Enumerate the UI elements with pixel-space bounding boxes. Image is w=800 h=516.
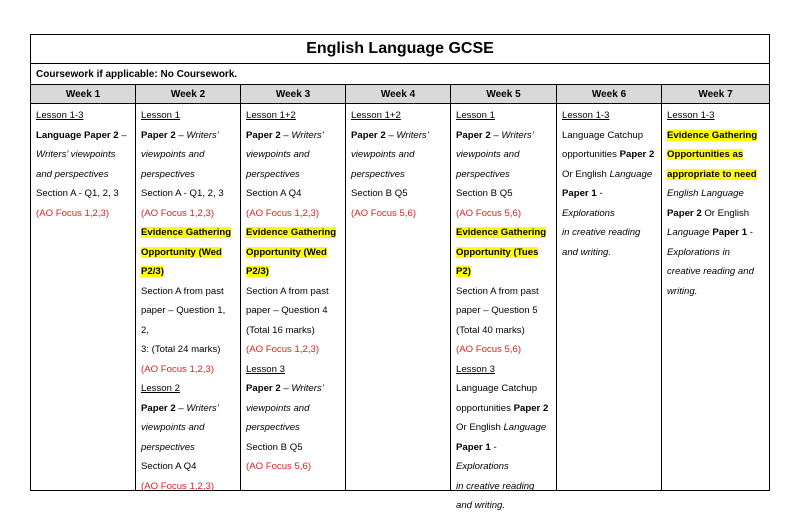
text-segment: writing. [667, 285, 698, 297]
content-line [246, 106, 340, 126]
content-line [456, 301, 551, 321]
content-line [141, 360, 235, 380]
content-line [141, 340, 235, 360]
text-segment: and writing. [456, 500, 506, 511]
evidence-highlight: appropriate to need [667, 168, 757, 180]
text-segment: – Writers’ [280, 129, 324, 141]
week-content [31, 104, 135, 490]
ao-focus-label: (AO Focus 5,6) [456, 207, 522, 219]
evidence-highlight: Evidence Gathering [246, 227, 337, 238]
text-segment: and perspectives [36, 168, 109, 180]
content-line [36, 126, 130, 146]
evidence-highlight: Opportunity (Wed [141, 246, 222, 258]
week-header: Week 4 [346, 85, 450, 104]
text-segment: Or English [701, 207, 750, 219]
content-line [141, 145, 235, 165]
content-line [141, 418, 235, 438]
content-line [456, 223, 551, 243]
content-line [456, 399, 551, 419]
ao-focus-label: (AO Focus 1,2,3) [141, 480, 215, 492]
content-line [562, 106, 656, 126]
content-line [667, 262, 764, 282]
week-column-3 [241, 85, 346, 490]
week-content [241, 104, 345, 490]
week-header: Week 6 [557, 85, 661, 104]
lesson-label: Lesson 1+2 [351, 110, 401, 121]
text-segment: creative reading and [667, 266, 754, 277]
content-line [246, 126, 340, 146]
content-line [456, 106, 551, 126]
content-line [667, 126, 764, 146]
content-line [667, 184, 764, 204]
text-segment: in creative reading [562, 227, 641, 238]
text-segment: viewpoints and [141, 422, 205, 433]
content-line [456, 379, 551, 399]
content-line [36, 184, 130, 204]
lesson-label: Lesson 2 [141, 383, 180, 394]
content-line [562, 126, 656, 146]
weeks-grid [31, 85, 769, 511]
page-title: English Language GCSE [31, 35, 769, 64]
content-line [141, 282, 235, 302]
text-segment: Language Catchup [456, 383, 538, 394]
content-line [141, 477, 235, 497]
evidence-highlight: P2/3) [246, 266, 269, 277]
content-line [141, 223, 235, 243]
content-line [141, 243, 235, 263]
text-segment: Paper 1 [562, 188, 597, 199]
content-line [456, 321, 551, 341]
content-line [246, 360, 340, 380]
text-segment: Paper 1 [456, 441, 491, 453]
ao-focus-label: (AO Focus 1,2,3) [141, 207, 215, 219]
text-segment: viewpoints and [141, 149, 205, 160]
evidence-highlight: Opportunity (Tues [456, 246, 539, 258]
week-column-6 [557, 85, 662, 490]
content-line [351, 145, 445, 165]
content-line [246, 165, 340, 185]
week-header: Week 5 [451, 85, 556, 104]
week-column-2 [136, 85, 241, 490]
content-line [667, 106, 764, 126]
evidence-highlight: Evidence Gathering [141, 227, 232, 238]
text-segment: 3: (Total 24 marks) [141, 344, 221, 355]
text-segment: Section A from past [141, 285, 224, 297]
text-segment: Paper 2 [667, 207, 702, 219]
content-line [246, 282, 340, 302]
content-line [456, 418, 551, 438]
text-segment: – Writers’ [280, 383, 324, 394]
content-line [456, 145, 551, 165]
lesson-label: Lesson 1+2 [246, 110, 296, 121]
content-line [141, 301, 235, 340]
text-segment: Or English [456, 422, 504, 433]
text-segment: English Language [667, 188, 744, 199]
content-line [351, 165, 445, 185]
text-segment: Section A Q4 [246, 188, 302, 199]
ao-focus-label: (AO Focus 1,2,3) [36, 207, 110, 219]
content-line [562, 223, 656, 243]
text-segment: Language [503, 422, 547, 433]
content-line [562, 145, 656, 165]
text-segment: Paper 2 [141, 129, 176, 141]
ao-focus-label: (AO Focus 5,6) [246, 461, 312, 472]
ao-focus-label: (AO Focus 1,2,3) [246, 344, 320, 355]
text-segment: Language [667, 227, 713, 238]
content-line [141, 379, 235, 399]
text-segment: perspectives [141, 441, 195, 453]
content-line [562, 243, 656, 263]
week-content [136, 104, 240, 490]
content-line [36, 204, 130, 224]
content-line [141, 184, 235, 204]
content-line [456, 496, 551, 516]
evidence-highlight: P2) [456, 266, 471, 277]
content-line [351, 204, 445, 224]
scheme-of-work-table [30, 34, 770, 511]
text-segment: Explorations in [667, 246, 730, 258]
content-line [36, 145, 130, 165]
week-column-1 [31, 85, 136, 490]
content-line [351, 184, 445, 204]
text-segment: Section A Q4 [141, 461, 197, 472]
content-line [246, 243, 340, 263]
text-segment: Paper 2 [246, 129, 281, 141]
content-line [141, 399, 235, 419]
text-segment: viewpoints and [246, 149, 310, 160]
text-segment: paper – Question 5 [456, 305, 538, 316]
text-segment: (Total 40 marks) [456, 324, 525, 336]
content-line [246, 438, 340, 458]
content-line [246, 321, 340, 341]
text-segment: – Writers’ [175, 129, 219, 141]
week-column-4 [346, 85, 451, 490]
text-segment: Paper 2 [141, 402, 176, 414]
content-line [246, 399, 340, 419]
content-line [246, 204, 340, 224]
week-header: Week 3 [241, 85, 345, 104]
lesson-label: Lesson 3 [456, 363, 495, 375]
text-segment: viewpoints and [456, 149, 520, 160]
content-line [667, 223, 764, 243]
text-segment: Language [609, 168, 653, 180]
content-line [456, 243, 551, 263]
content-line [141, 106, 235, 126]
text-segment: Paper 2 [246, 383, 281, 394]
text-segment: perspectives [141, 168, 195, 180]
text-segment: Paper 2 [456, 129, 491, 141]
text-segment: viewpoints and [246, 402, 310, 414]
content-line [246, 418, 340, 438]
text-segment: perspectives [456, 168, 510, 180]
content-line [667, 165, 764, 185]
week-header: Week 7 [662, 85, 769, 104]
content-line [456, 438, 551, 477]
text-segment: – Writers’ [490, 129, 534, 141]
text-segment: Section A - Q1, 2, 3 [36, 188, 119, 199]
content-line [141, 438, 235, 458]
week-header: Week 2 [136, 85, 240, 104]
coursework-note: Coursework if applicable: No Coursework. [31, 64, 769, 85]
content-line [667, 204, 764, 224]
text-segment: Section A from past [246, 285, 329, 297]
text-segment: viewpoints and [351, 149, 415, 160]
content-line [562, 165, 656, 185]
text-segment: - Explorations [562, 188, 615, 219]
content-line [246, 184, 340, 204]
content-line [36, 165, 130, 185]
content-line [667, 145, 764, 165]
text-segment: paper – Question 4 [246, 305, 328, 316]
content-line [456, 360, 551, 380]
content-line [246, 340, 340, 360]
text-segment: Section A - Q1, 2, 3 [141, 188, 224, 199]
week-column-7 [662, 85, 769, 490]
evidence-highlight: Evidence Gathering [456, 227, 547, 238]
content-line [456, 165, 551, 185]
content-line [456, 204, 551, 224]
text-segment: Language Paper 2 [36, 129, 119, 141]
text-segment: Paper 2 [619, 149, 655, 160]
text-segment: Section A from past [456, 285, 539, 297]
content-line [667, 282, 764, 302]
content-line [351, 126, 445, 146]
content-line [246, 262, 340, 282]
content-line [456, 477, 551, 497]
text-segment: - Explorations [456, 441, 509, 472]
content-line [456, 126, 551, 146]
week-content [346, 104, 450, 490]
text-segment: paper – Question 1, 2, [141, 305, 226, 336]
week-header: Week 1 [31, 85, 135, 104]
content-line [246, 301, 340, 321]
lesson-label: Lesson 3 [246, 363, 285, 375]
ao-focus-label: (AO Focus 5,6) [456, 344, 522, 355]
evidence-highlight: Opportunity (Wed [246, 246, 327, 258]
content-line [562, 184, 656, 223]
ao-focus-label: (AO Focus 1,2,3) [141, 363, 215, 375]
text-segment: Paper 1 [712, 227, 748, 238]
text-segment: Section B Q5 [246, 441, 303, 453]
text-segment: - [747, 227, 753, 238]
content-line [456, 262, 551, 282]
content-line [246, 379, 340, 399]
content-line [246, 223, 340, 243]
content-line [141, 204, 235, 224]
content-line [141, 457, 235, 477]
content-line [141, 165, 235, 185]
lesson-label: Lesson 1-3 [667, 110, 715, 121]
text-segment: perspectives [246, 168, 300, 180]
text-segment: opportunities [562, 149, 620, 160]
week-column-5 [451, 85, 557, 511]
text-segment: perspectives [246, 422, 300, 433]
content-line [667, 243, 764, 263]
text-segment: Section B Q5 [351, 188, 408, 199]
week-content [662, 104, 769, 490]
week-content [451, 104, 556, 511]
text-segment: Or English [562, 168, 610, 180]
ao-focus-label: (AO Focus 1,2,3) [246, 207, 320, 219]
text-segment: (Total 16 marks) [246, 324, 315, 336]
content-line [141, 126, 235, 146]
ao-focus-label: (AO Focus 5,6) [351, 207, 417, 219]
content-line [351, 106, 445, 126]
text-segment: perspectives [351, 168, 405, 180]
text-segment: Section B Q5 [456, 188, 513, 199]
text-segment: – [118, 129, 127, 141]
content-line [246, 145, 340, 165]
text-segment: opportunities [456, 402, 514, 414]
evidence-highlight: P2/3) [141, 266, 164, 277]
week-content [557, 104, 661, 490]
content-line [456, 184, 551, 204]
text-segment: in creative reading [456, 480, 535, 492]
evidence-highlight: Opportunities as [667, 149, 744, 160]
lesson-label: Lesson 1-3 [36, 110, 84, 121]
content-line [456, 340, 551, 360]
lesson-label: Lesson 1-3 [562, 110, 610, 121]
text-segment: Paper 2 [351, 129, 386, 141]
text-segment: and writing. [562, 246, 612, 258]
evidence-highlight: Evidence Gathering [667, 129, 758, 141]
text-segment: Paper 2 [513, 402, 549, 414]
content-line [36, 106, 130, 126]
text-segment: – Writers’ [175, 402, 219, 414]
lesson-label: Lesson 1 [456, 110, 495, 121]
text-segment: Language Catchup [562, 129, 644, 141]
text-segment: – Writers’ [385, 129, 429, 141]
text-segment: Writers’ viewpoints [36, 149, 116, 160]
content-line [246, 457, 340, 477]
content-line [456, 282, 551, 302]
content-line [141, 262, 235, 282]
lesson-label: Lesson 1 [141, 110, 180, 121]
